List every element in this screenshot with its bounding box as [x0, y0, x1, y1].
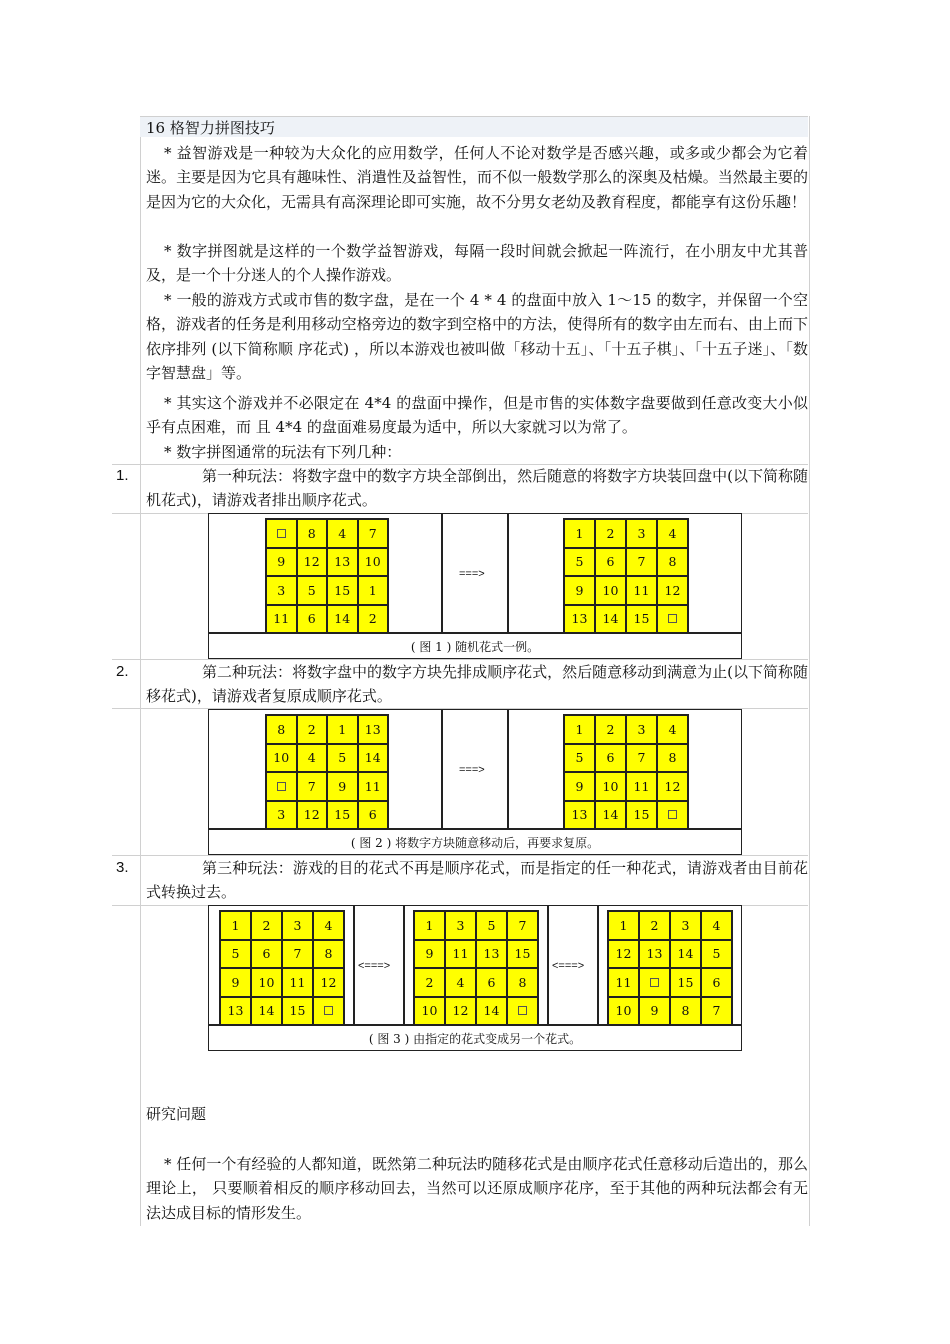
- transform-arrow: ===>: [459, 764, 485, 776]
- puzzle-tile: 4: [658, 520, 687, 547]
- puzzle-board: [219, 910, 345, 1026]
- puzzle-tile: 11: [627, 773, 656, 800]
- puzzle-tile: 1: [359, 577, 388, 604]
- puzzle-tile: 10: [359, 549, 388, 576]
- puzzle-tile: 4: [328, 520, 357, 547]
- puzzle-tile: 11: [359, 773, 388, 800]
- empty-square-icon: [324, 1006, 333, 1015]
- puzzle-tile: 14: [359, 745, 388, 772]
- puzzle-tile: 2: [415, 969, 444, 996]
- puzzle-tile: 1: [221, 912, 250, 939]
- intro-paragraph: * 其实这个游戏并不必限定在 4*4 的盘面中操作，但是市售的实体数字盘要做到任意改变大小似乎有点困难，而 且 4*4 的盘面难易度最为适中，所以大家就习以为常了。: [146, 394, 808, 437]
- method-number: 3.: [116, 859, 129, 876]
- puzzle-tile: 9: [328, 773, 357, 800]
- puzzle-board: [265, 518, 389, 634]
- puzzle-tile: 6: [702, 969, 731, 996]
- page-title: 16 格智力拼图技巧: [146, 119, 275, 137]
- puzzle-tile: 8: [671, 998, 700, 1025]
- puzzle-tile: 5: [565, 745, 594, 772]
- puzzle-tile: 1: [565, 716, 594, 743]
- method-text: 第三种玩法：游戏的目的花式不再是顺序花式，而是指定的任一种花式，请游戏者由目前花式转换过去。: [146, 859, 808, 901]
- puzzle-tile: 15: [508, 941, 537, 968]
- puzzle-tile: 12: [446, 998, 475, 1025]
- puzzle-tile: 4: [314, 912, 343, 939]
- puzzle-tile: 12: [314, 969, 343, 996]
- figure-2: [208, 709, 742, 855]
- puzzle-tile: 2: [596, 520, 625, 547]
- puzzle-tile: 6: [252, 941, 281, 968]
- puzzle-tile: 13: [477, 941, 506, 968]
- puzzle-empty-cell: [658, 802, 687, 829]
- figure-caption: ( 图 1 ) 随机花式一例。: [410, 640, 540, 654]
- puzzle-tile: 13: [359, 716, 388, 743]
- puzzle-tile: 15: [328, 802, 357, 829]
- puzzle-tile: 5: [565, 549, 594, 576]
- empty-square-icon: [668, 614, 677, 623]
- figure-1: [208, 513, 742, 659]
- puzzle-tile: 14: [596, 606, 625, 633]
- puzzle-tile: 12: [658, 577, 687, 604]
- puzzle-tile: 5: [328, 745, 357, 772]
- puzzle-tile: 10: [609, 998, 638, 1025]
- puzzle-tile: 2: [252, 912, 281, 939]
- puzzle-tile: 9: [565, 577, 594, 604]
- puzzle-tile: 3: [283, 912, 312, 939]
- puzzle-tile: 3: [627, 716, 656, 743]
- puzzle-tile: 15: [328, 577, 357, 604]
- puzzle-tile: 1: [565, 520, 594, 547]
- puzzle-tile: 6: [596, 549, 625, 576]
- puzzle-tile: 10: [415, 998, 444, 1025]
- puzzle-tile: 8: [314, 941, 343, 968]
- method-number: 2.: [116, 663, 129, 680]
- puzzle-tile: 2: [596, 716, 625, 743]
- puzzle-tile: 6: [596, 745, 625, 772]
- method-text: 第二种玩法：将数字盘中的数字方块先排成顺序花式，然后随意移动到满意为止(以下简称随移花式)，请游戏者复原成顺序花式。: [146, 663, 808, 705]
- puzzle-tile: 12: [658, 773, 687, 800]
- intro-paragraph: * 数字拼图就是这样的一个数学益智游戏，每隔一段时间就会掀起一阵流行，在小朋友中尤其普及，是一个十分迷人的个人操作游戏。: [146, 242, 808, 285]
- puzzle-tile: 7: [627, 745, 656, 772]
- puzzle-tile: 12: [298, 802, 327, 829]
- puzzle-tile: 9: [640, 998, 669, 1025]
- puzzle-tile: 14: [252, 998, 281, 1025]
- puzzle-tile: 7: [359, 520, 388, 547]
- puzzle-tile: 13: [328, 549, 357, 576]
- puzzle-tile: 14: [477, 998, 506, 1025]
- empty-square-icon: [668, 810, 677, 819]
- puzzle-tile: 13: [565, 802, 594, 829]
- puzzle-empty-cell: [267, 520, 296, 547]
- puzzle-tile: 2: [359, 606, 388, 633]
- puzzle-tile: 4: [298, 745, 327, 772]
- figure-caption: ( 图 2 ) 将数字方块随意移动后，再要求复原。: [350, 836, 600, 850]
- puzzle-tile: 11: [283, 969, 312, 996]
- puzzle-tile: 7: [508, 912, 537, 939]
- puzzle-tile: 10: [267, 745, 296, 772]
- puzzle-board: [607, 910, 733, 1026]
- puzzle-tile: 8: [298, 520, 327, 547]
- puzzle-empty-cell: [658, 606, 687, 633]
- puzzle-tile: 8: [508, 969, 537, 996]
- figure-3: [208, 905, 742, 1051]
- puzzle-tile: 3: [627, 520, 656, 547]
- puzzle-tile: 4: [658, 716, 687, 743]
- puzzle-tile: 3: [267, 577, 296, 604]
- puzzle-tile: 1: [415, 912, 444, 939]
- puzzle-tile: 6: [359, 802, 388, 829]
- puzzle-tile: 5: [477, 912, 506, 939]
- figure-caption: ( 图 3 ) 由指定的花式变成另一个花式。: [368, 1032, 582, 1046]
- puzzle-tile: 7: [283, 941, 312, 968]
- research-paragraph: * 任何一个有经验的人都知道，既然第二种玩法旳随移花式是由顺序花式任意移动后造出的，那么理论上， 只要顺着相反的顺序移动回去，当然可以还原成顺序花序，至于其他的两种玩法都会有无法达成目标的情形发生。: [146, 1155, 808, 1222]
- puzzle-tile: 11: [446, 941, 475, 968]
- puzzle-tile: 5: [298, 577, 327, 604]
- puzzle-board: [563, 518, 689, 634]
- transform-arrow: ===>: [459, 568, 485, 580]
- puzzle-tile: 14: [596, 802, 625, 829]
- puzzle-tile: 11: [609, 969, 638, 996]
- puzzle-tile: 15: [627, 802, 656, 829]
- puzzle-tile: 9: [221, 969, 250, 996]
- intro-paragraph: * 益智游戏是一种较为大众化的应用数学，任何人不论对数学是否感兴趣，或多或少都会为它着迷。主要是因为它具有趣味性、消遣性及益智性，而不似一般数学那么的深奥及枯燥。当然最主要的是因为它的大众化，无需具有高深理论即可实施，故不分男女老幼及教育程度，都能享有这份乐趣！: [146, 144, 808, 211]
- puzzle-tile: 10: [596, 577, 625, 604]
- section-heading: 研究问题: [146, 1105, 207, 1123]
- method-text: 第一种玩法：将数字盘中的数字方块全部倒出，然后随意的将数字方块装回盘中(以下简称随机花式)，请游戏者排出顺序花式。: [146, 467, 808, 509]
- method-number: 1.: [116, 467, 129, 484]
- empty-square-icon: [518, 1006, 527, 1015]
- puzzle-tile: 13: [640, 941, 669, 968]
- puzzle-tile: 8: [267, 716, 296, 743]
- puzzle-tile: 6: [298, 606, 327, 633]
- puzzle-tile: 6: [477, 969, 506, 996]
- puzzle-tile: 10: [252, 969, 281, 996]
- puzzle-tile: 10: [596, 773, 625, 800]
- puzzle-tile: 9: [267, 549, 296, 576]
- puzzle-tile: 12: [298, 549, 327, 576]
- puzzle-tile: 4: [446, 969, 475, 996]
- puzzle-tile: 2: [640, 912, 669, 939]
- transform-arrow: <===>: [552, 960, 585, 972]
- puzzle-tile: 14: [671, 941, 700, 968]
- puzzle-tile: 5: [221, 941, 250, 968]
- puzzle-empty-cell: [508, 998, 537, 1025]
- puzzle-tile: 1: [609, 912, 638, 939]
- puzzle-tile: 15: [671, 969, 700, 996]
- puzzle-tile: 11: [267, 606, 296, 633]
- puzzle-empty-cell: [267, 773, 296, 800]
- puzzle-board: [413, 910, 539, 1026]
- puzzle-empty-cell: [640, 969, 669, 996]
- puzzle-tile: 3: [267, 802, 296, 829]
- puzzle-tile: 9: [415, 941, 444, 968]
- puzzle-tile: 11: [627, 577, 656, 604]
- puzzle-tile: 3: [671, 912, 700, 939]
- puzzle-tile: 5: [702, 941, 731, 968]
- puzzle-tile: 14: [328, 606, 357, 633]
- puzzle-tile: 8: [658, 549, 687, 576]
- intro-paragraph: * 数字拼图通常的玩法有下列几种：: [164, 443, 402, 461]
- puzzle-board: [563, 714, 689, 830]
- puzzle-board: [265, 714, 389, 830]
- puzzle-tile: 12: [609, 941, 638, 968]
- puzzle-tile: 7: [627, 549, 656, 576]
- puzzle-tile: 15: [627, 606, 656, 633]
- puzzle-tile: 13: [221, 998, 250, 1025]
- puzzle-tile: 13: [565, 606, 594, 633]
- puzzle-tile: 9: [565, 773, 594, 800]
- puzzle-tile: 7: [702, 998, 731, 1025]
- empty-square-icon: [277, 529, 286, 538]
- puzzle-tile: 4: [702, 912, 731, 939]
- puzzle-empty-cell: [314, 998, 343, 1025]
- puzzle-tile: 8: [658, 745, 687, 772]
- puzzle-tile: 2: [298, 716, 327, 743]
- puzzle-tile: 3: [446, 912, 475, 939]
- empty-square-icon: [277, 782, 286, 791]
- intro-paragraph: * 一般的游戏方式或市售的数字盘，是在一个 4 * 4 的盘面中放入 1～15 的数字，并保留一个空格，游戏者的任务是利用移动空格旁边的数字到空格中的方法，使得所有的数字由左而右、由上而下依序排列 (以下简称顺 序花式) ，所以本游戏也被叫做「移动十五」、「十五子棋」、「十五子迷」、「数字智慧盘」等。: [146, 291, 808, 383]
- puzzle-tile: 1: [328, 716, 357, 743]
- puzzle-tile: 15: [283, 998, 312, 1025]
- transform-arrow: <===>: [358, 960, 391, 972]
- puzzle-tile: 7: [298, 773, 327, 800]
- empty-square-icon: [650, 978, 659, 987]
